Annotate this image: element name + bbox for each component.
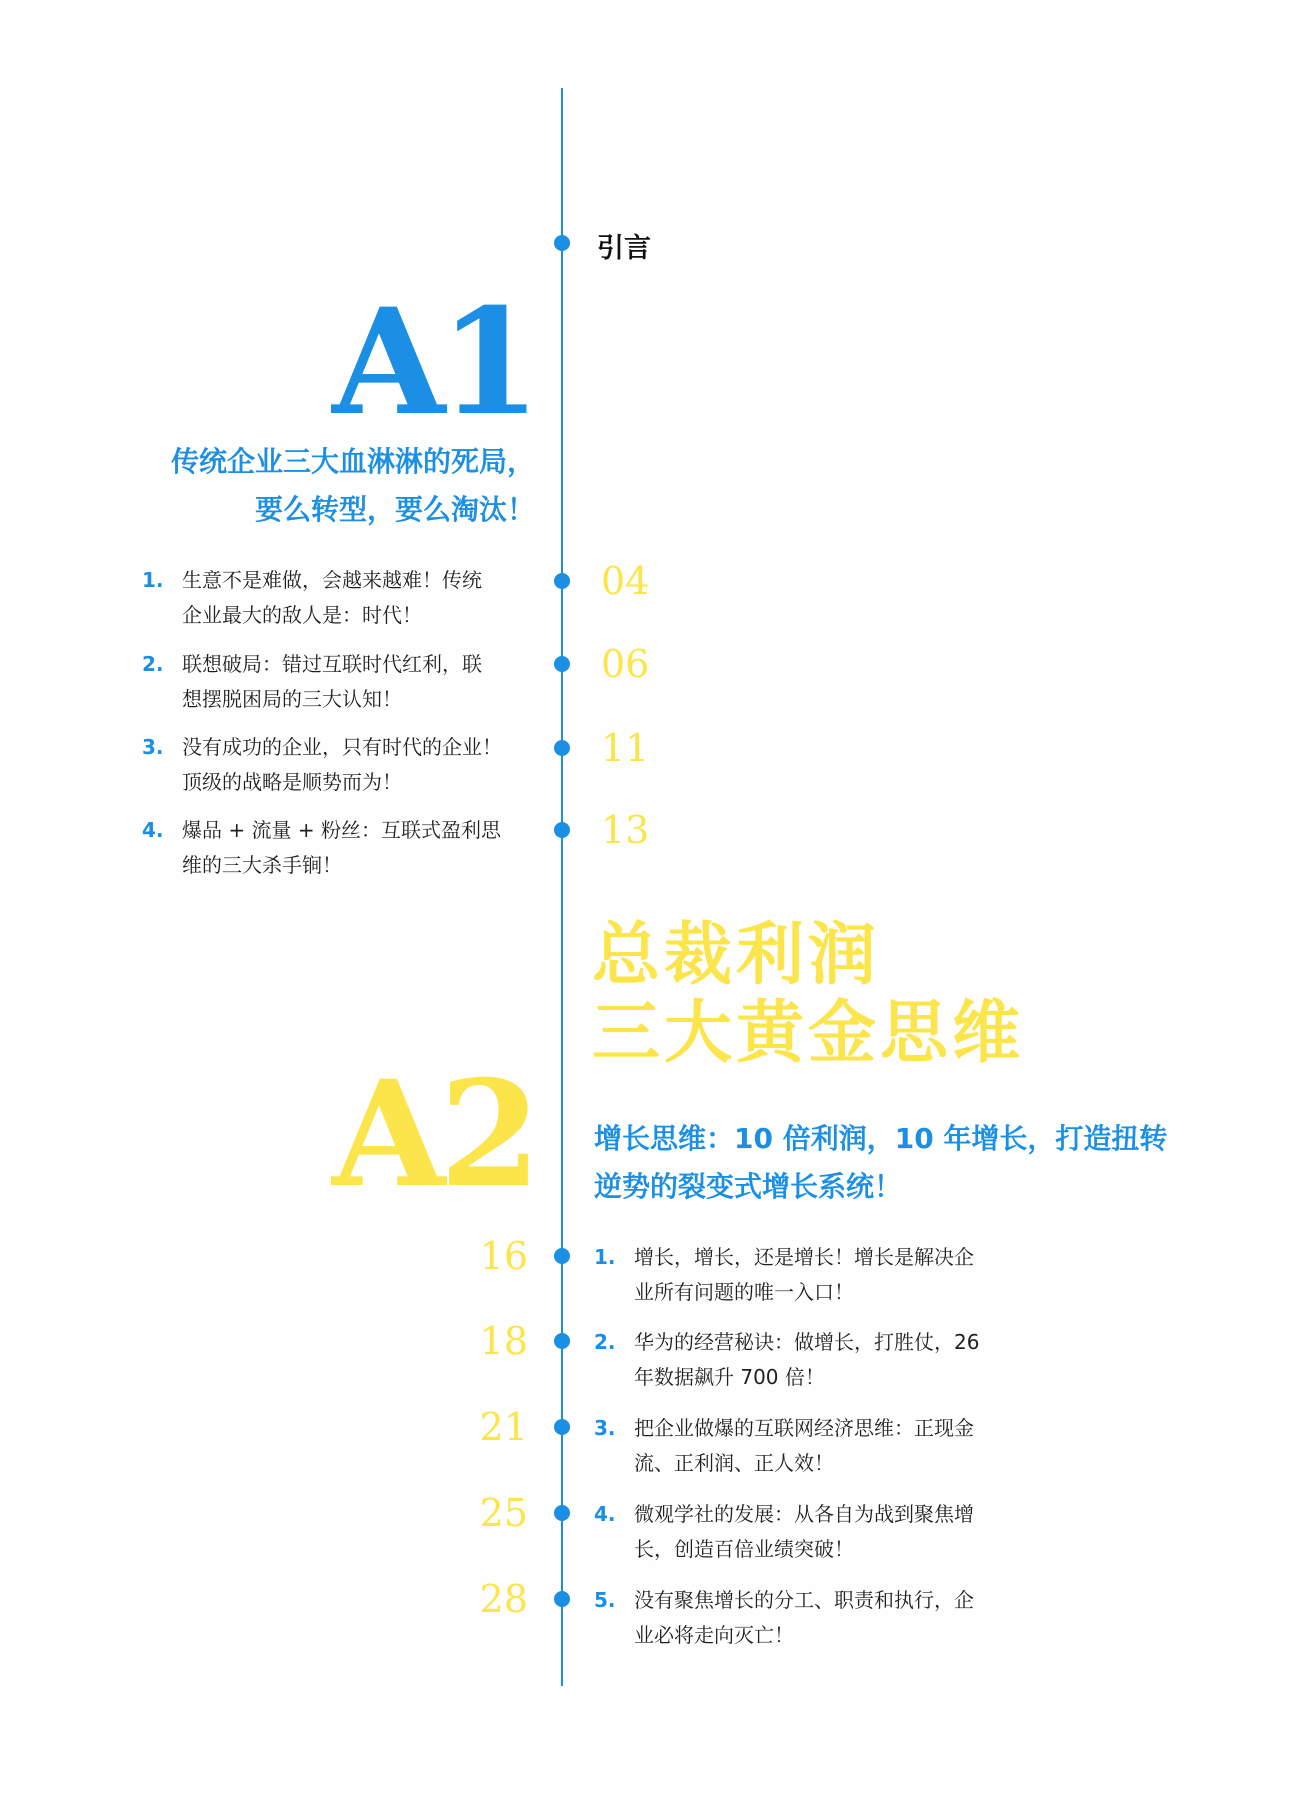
toc-entry[interactable] [594,1240,1034,1310]
toc-entry-text: 爆品 + 流量 + 粉丝：互联式盈利思 [182,818,501,842]
toc-page-number[interactable]: 04 [601,559,650,603]
toc-entry-text: 顶级的战略是顺势而为！ [182,770,402,794]
toc-entry[interactable] [594,1583,1034,1653]
section-code-a2: A2 [332,1049,535,1220]
toc-entry-text: 长，创造百倍业绩突破！ [634,1537,854,1561]
toc-entry[interactable] [594,1411,1034,1481]
section-a2-subtitle-line: 增长思维：10 倍利润，10 年增长，打造扭转 [594,1122,1168,1155]
toc-page-number[interactable]: 28 [479,1577,528,1621]
toc-entry[interactable] [594,1497,1034,1567]
toc-entry[interactable] [142,647,542,717]
toc-entry-text: 企业最大的敌人是：时代！ [182,603,422,627]
section-code-a1: A1 [332,277,535,448]
timeline-dot [554,1333,570,1349]
toc-entry[interactable] [142,730,542,800]
toc-entry-number: 3. [142,735,164,759]
timeline-dot [554,573,570,589]
toc-entry-number: 1. [142,568,164,592]
toc-entry-text: 流、正利润、正人效！ [634,1451,834,1475]
intro-label[interactable]: 引言 [597,233,651,264]
toc-page-number[interactable]: 06 [601,642,650,686]
toc-page-number[interactable]: 11 [601,726,650,770]
timeline-dot [554,1419,570,1435]
toc-page-number[interactable]: 21 [479,1405,528,1449]
toc-entry-text: 增长，增长，还是增长！增长是解决企 [634,1245,974,1269]
toc-entry-text: 华为的经营秘诀：做增长，打胜仗，26 [634,1330,980,1354]
timeline-dot [554,740,570,756]
timeline-line [561,88,563,1686]
timeline-dot [554,235,570,251]
toc-entry-text: 没有聚焦增长的分工、职责和执行，企 [634,1588,974,1612]
part-title-line: 总裁利润 [592,916,881,995]
section-a1-subtitle-line: 传统企业三大血淋淋的死局， [170,445,535,478]
part-title-line: 三大黄金思维 [592,994,1025,1073]
timeline-dot [554,1591,570,1607]
toc-entry-text: 业必将走向灭亡！ [634,1623,794,1647]
timeline-dot [554,656,570,672]
toc-entry-text: 维的三大杀手锏！ [182,853,342,877]
toc-entry[interactable] [142,813,542,883]
section-a2-subtitle [594,1115,1234,1211]
toc-page-number[interactable]: 16 [479,1234,528,1278]
toc-entry-text: 年数据飙升 700 倍！ [634,1365,825,1389]
timeline-dot [554,822,570,838]
toc-entry-text: 业所有问题的唯一入口！ [634,1280,854,1304]
toc-entry[interactable] [142,563,542,633]
toc-entry-text: 把企业做爆的互联网经济思维：正现金 [634,1416,974,1440]
toc-entry-number: 3. [594,1416,616,1440]
toc-entry-number: 2. [594,1330,616,1354]
part-title [592,917,1024,1073]
toc-entry[interactable] [594,1325,1034,1395]
section-a1-subtitle-line: 要么转型，要么淘汰！ [254,493,535,526]
toc-page-number[interactable]: 18 [479,1319,528,1363]
toc-entry-text: 联想破局：错过互联时代红利，联 [182,652,482,676]
section-a1-subtitle [115,438,535,534]
toc-entry-text: 想摆脱困局的三大认知！ [182,687,402,711]
toc-entry-text: 生意不是难做，会越来越难！传统 [182,568,482,592]
timeline-dot [554,1505,570,1521]
section-a2-subtitle-line: 逆势的裂变式增长系统！ [594,1170,903,1203]
toc-entry-number: 1. [594,1245,616,1269]
toc-entry-number: 4. [142,818,164,842]
toc-entry-number: 2. [142,652,164,676]
timeline-dot [554,1248,570,1264]
toc-entry-number: 4. [594,1502,616,1526]
toc-page-number[interactable]: 25 [479,1491,528,1535]
toc-entry-text: 微观学社的发展：从各自为战到聚焦增 [634,1502,974,1526]
toc-page-number[interactable]: 13 [601,808,650,852]
toc-entry-number: 5. [594,1588,616,1612]
toc-entry-text: 没有成功的企业，只有时代的企业！ [182,735,502,759]
